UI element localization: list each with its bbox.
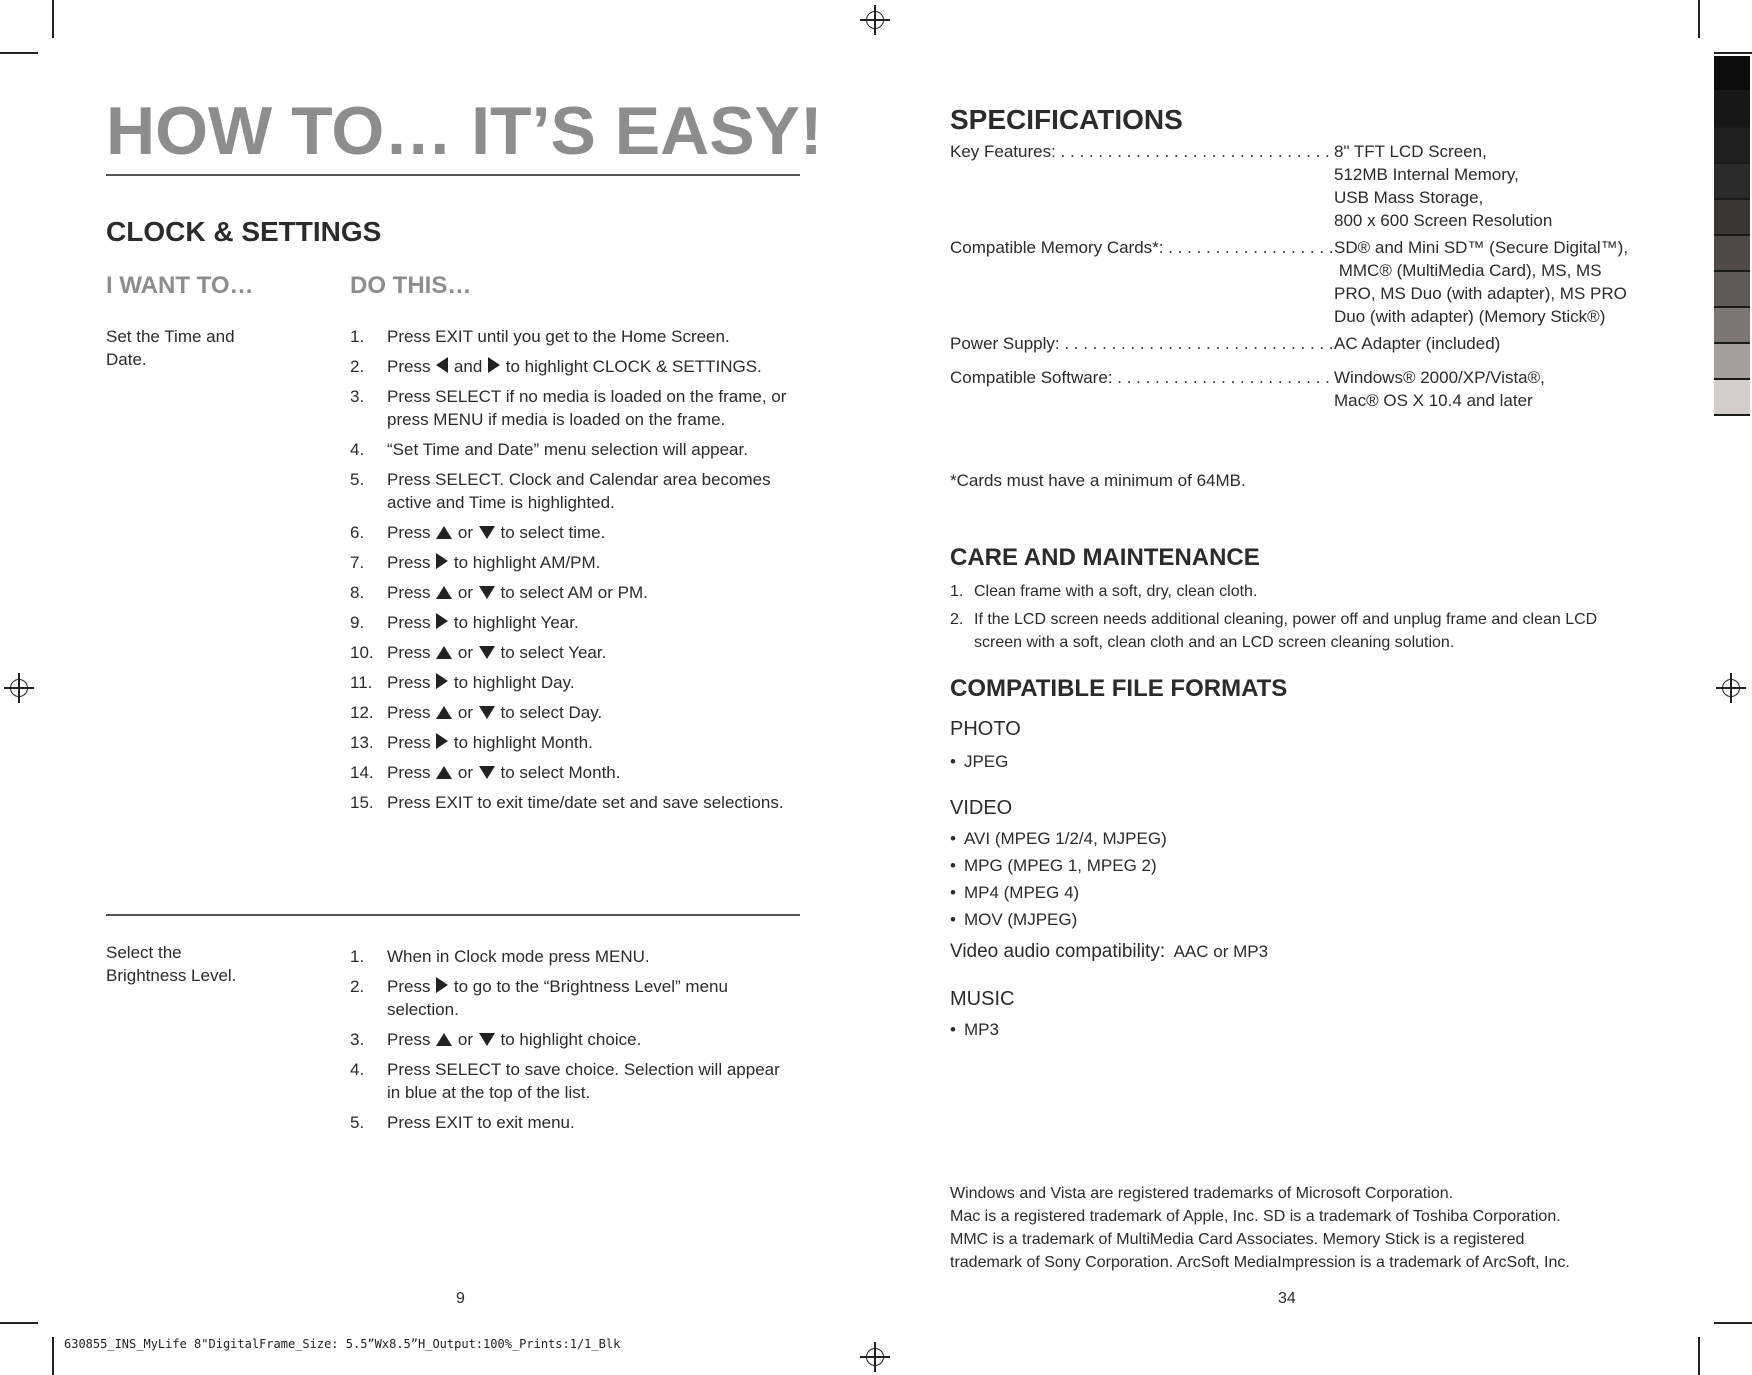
step-number: 14. [350, 763, 374, 782]
care-list [950, 580, 1600, 659]
gray-swatch [1714, 272, 1750, 308]
crop-mark [1714, 1322, 1752, 1324]
step-number: 13. [350, 733, 374, 752]
spec-value-line: PRO, MS Duo (with adapter), MS PRO [1334, 284, 1627, 303]
spec-label [950, 140, 1334, 163]
spec-value-line: SD® and Mini SD™ (Secure Digital™), [1334, 238, 1629, 257]
step-text: to highlight Day. [449, 673, 575, 692]
spec-label [950, 366, 1334, 389]
step-text: Press [387, 583, 436, 602]
step-item [350, 945, 790, 968]
step-item [350, 385, 790, 431]
step-text: or [453, 763, 478, 782]
gray-swatch [1714, 128, 1750, 164]
music-format-list [950, 1016, 999, 1043]
spec-value-line: 512MB Internal Memory, [1334, 165, 1519, 184]
format-item: • MP4 (MPEG 4) [950, 879, 1167, 906]
step-item [350, 438, 790, 461]
right-arrow-icon [436, 733, 448, 749]
registration-mark-icon [1716, 673, 1746, 703]
step-text: to go to the “Brightness Level” menu selection. [387, 977, 728, 1019]
right-arrow-icon [436, 673, 448, 689]
step-text: or [453, 1030, 478, 1049]
step-number: 8. [350, 583, 365, 602]
spec-value-line: MMC® (MultiMedia Card), MS, MS [1334, 261, 1602, 280]
step-item [350, 975, 790, 1021]
step-item [350, 641, 790, 664]
up-arrow-icon [436, 526, 452, 539]
column-header-want: I WANT TO… [106, 272, 254, 299]
page-number-left: 9 [456, 1290, 465, 1307]
care-item [950, 608, 1600, 654]
spec-value-line: AC Adapter (included) [1334, 334, 1501, 353]
step-item [350, 1028, 790, 1051]
format-item: • MP3 [950, 1016, 999, 1043]
spec-value-line: 800 x 600 Screen Resolution [1334, 211, 1553, 230]
down-arrow-icon [479, 526, 495, 539]
gray-swatch [1714, 344, 1750, 380]
video-format-list [950, 825, 1167, 933]
down-arrow-icon [479, 1033, 495, 1046]
step-number: 4. [350, 1060, 365, 1079]
step-text: or [453, 643, 478, 662]
trademark-line: trademark of Sony Corporation. ArcSoft MediaImpression is a trademark of ArcSoft, Inc. [950, 1254, 1570, 1271]
care-item [950, 580, 1600, 603]
step-number: 6. [350, 523, 365, 542]
left-arrow-icon [436, 357, 448, 373]
step-item [350, 1111, 790, 1134]
step-text: or [453, 523, 478, 542]
up-arrow-icon [436, 646, 452, 659]
step-text: Press EXIT to exit menu. [387, 1113, 575, 1132]
step-text: to highlight Year. [449, 613, 579, 632]
video-audio-label: Video audio compatibility: [950, 941, 1166, 962]
step-text: “Set Time and Date” menu selection will appear. [387, 440, 748, 459]
step-text: and [449, 357, 487, 376]
crop-mark [1714, 52, 1752, 54]
up-arrow-icon [436, 586, 452, 599]
spec-label-text: Compatible Software: [950, 368, 1113, 387]
step-item [350, 611, 790, 634]
task-divider [106, 914, 800, 916]
step-item [350, 731, 790, 754]
format-item: • MPG (MPEG 1, MPEG 2) [950, 852, 1167, 879]
care-title: CARE AND MAINTENANCE [950, 544, 1260, 571]
spec-value [1334, 140, 1654, 232]
step-text: to select Month. [495, 763, 621, 782]
step-item [350, 671, 790, 694]
right-arrow-icon [488, 357, 500, 373]
specifications-title: SPECIFICATIONS [950, 104, 1183, 135]
step-text: to select AM or PM. [495, 583, 648, 602]
step-text: When in Clock mode press MENU. [387, 947, 650, 966]
step-text: or [453, 703, 478, 722]
step-text: to highlight Month. [449, 733, 593, 752]
right-arrow-icon [436, 553, 448, 569]
care-item-number: 2. [950, 611, 964, 628]
step-text: Press SELECT to save choice. Selection will appear in blue at the top of the list. [387, 1060, 780, 1102]
step-text: to select time. [495, 523, 606, 542]
crop-mark [52, 1337, 54, 1375]
step-text: Press EXIT until you get to the Home Screen. [387, 327, 730, 346]
step-text: Press [387, 763, 436, 782]
step-text: Press SELECT if no media is loaded on the frame, or press MENU if media is loaded on the frame. [387, 387, 787, 429]
step-text: to select Day. [495, 703, 603, 722]
spec-label-text: Compatible Memory Cards*: [950, 238, 1164, 257]
column-header-do: DO THIS… [350, 272, 472, 299]
step-number: 2. [350, 357, 365, 376]
step-item [350, 701, 790, 724]
down-arrow-icon [479, 646, 495, 659]
page-title: HOW TO… IT’S EASY! [106, 93, 823, 169]
crop-mark [1698, 1337, 1700, 1375]
task-want: Select the Brightness Level. [106, 943, 237, 985]
step-text: to highlight AM/PM. [449, 553, 601, 572]
video-audio-value: AAC or MP3 [1173, 942, 1269, 961]
step-item [350, 581, 790, 604]
step-text: Press [387, 1030, 436, 1049]
step-number: 3. [350, 387, 365, 406]
care-item-text: Clean frame with a soft, dry, clean cloth. [974, 583, 1258, 600]
spec-label-text: Power Supply: [950, 334, 1060, 353]
registration-mark-icon [860, 5, 890, 35]
task-want: Set the Time and Date. [106, 327, 235, 369]
step-number: 5. [350, 470, 365, 489]
trademark-notice [950, 1182, 1650, 1274]
up-arrow-icon [436, 766, 452, 779]
crop-mark [0, 1322, 38, 1324]
step-text: Press [387, 523, 436, 542]
step-item [350, 551, 790, 574]
registration-mark-icon [4, 673, 34, 703]
step-text: to select Year. [495, 643, 607, 662]
step-item [350, 791, 790, 814]
up-arrow-icon [436, 1033, 452, 1046]
print-slug-line: 630855_INS_MyLife 8"DigitalFrame_Size: 5.5”Wx8.5”H_Output:100%_Prints:1/1_Blk [64, 1337, 621, 1351]
step-number: 15. [350, 793, 374, 812]
step-item [350, 1058, 790, 1104]
photo-label: PHOTO [950, 718, 1021, 740]
step-item [350, 761, 790, 784]
section-title: CLOCK & SETTINGS [106, 216, 382, 247]
title-divider [106, 174, 800, 176]
step-number: 9. [350, 613, 365, 632]
spec-value [1334, 332, 1654, 355]
step-number: 2. [350, 977, 365, 996]
down-arrow-icon [479, 586, 495, 599]
step-text: Press [387, 673, 436, 692]
spec-value-line: 8" TFT LCD Screen, [1334, 142, 1487, 161]
format-item: • AVI (MPEG 1/2/4, MJPEG) [950, 825, 1167, 852]
formats-title: COMPATIBLE FILE FORMATS [950, 675, 1288, 702]
step-text: Press [387, 643, 436, 662]
gray-swatch [1714, 200, 1750, 236]
step-text: Press [387, 703, 436, 722]
step-item [350, 325, 790, 348]
step-number: 5. [350, 1113, 365, 1132]
spec-value [1334, 366, 1654, 412]
crop-mark [1698, 0, 1700, 38]
video-label: VIDEO [950, 797, 1013, 819]
trademark-line: Mac is a registered trademark of Apple, Inc. SD is a trademark of Toshiba Corporation. [950, 1208, 1561, 1225]
step-text: to highlight choice. [495, 1030, 642, 1049]
registration-mark-icon [860, 1342, 890, 1372]
step-number: 4. [350, 440, 365, 459]
step-number: 3. [350, 1030, 365, 1049]
step-number: 1. [350, 327, 365, 346]
photo-format-list [950, 748, 1008, 775]
crop-mark [0, 52, 38, 54]
step-list [350, 945, 790, 1141]
spec-label [950, 332, 1334, 355]
crop-mark [52, 0, 54, 38]
right-arrow-icon [436, 977, 448, 993]
step-list [350, 325, 790, 821]
step-text: Press [387, 977, 436, 996]
music-label: MUSIC [950, 988, 1015, 1010]
gray-swatch [1714, 92, 1750, 128]
spec-value-line: Duo (with adapter) (Memory Stick®) [1334, 307, 1606, 326]
spec-label-text: Key Features: [950, 142, 1056, 161]
cards-note: *Cards must have a minimum of 64MB. [950, 471, 1246, 490]
format-item: • JPEG [950, 748, 1008, 775]
up-arrow-icon [436, 706, 452, 719]
step-number: 1. [350, 947, 365, 966]
step-text: Press [387, 613, 436, 632]
right-arrow-icon [436, 613, 448, 629]
step-text: Press EXIT to exit time/date set and save selections. [387, 793, 784, 812]
step-number: 11. [350, 673, 373, 692]
video-audio-compatibility [950, 941, 1268, 963]
step-item [350, 355, 790, 378]
care-item-number: 1. [950, 583, 964, 600]
gray-swatch [1714, 164, 1750, 200]
step-number: 10. [350, 643, 374, 662]
trademark-line: MMC is a trademark of MultiMedia Card Associates. Memory Stick is a registered [950, 1231, 1525, 1248]
gray-swatch [1714, 380, 1750, 416]
gray-swatch [1714, 308, 1750, 344]
gray-swatch [1714, 56, 1750, 92]
step-text: Press [387, 733, 436, 752]
step-number: 12. [350, 703, 374, 722]
care-item-text: If the LCD screen needs additional cleaning, power off and unplug frame and clean LCD screen with a soft, clean cloth and an LCD screen cleaning solution. [974, 611, 1598, 651]
step-text: Press SELECT. Clock and Calendar area becomes active and Time is highlighted. [387, 470, 771, 512]
step-number: 7. [350, 553, 365, 572]
step-text: to highlight CLOCK & SETTINGS. [501, 357, 762, 376]
spec-value-line: USB Mass Storage, [1334, 188, 1484, 207]
gray-swatch [1714, 236, 1750, 272]
step-item [350, 468, 790, 514]
spec-label [950, 236, 1334, 259]
spec-value [1334, 236, 1654, 328]
down-arrow-icon [479, 706, 495, 719]
spec-value-line: Windows® 2000/XP/Vista®, [1334, 368, 1545, 387]
trademark-line: Windows and Vista are registered trademarks of Microsoft Corporation. [950, 1185, 1454, 1202]
down-arrow-icon [479, 766, 495, 779]
spec-value-line: Mac® OS X 10.4 and later [1334, 391, 1533, 410]
step-text: Press [387, 357, 436, 376]
page-number-right: 34 [1278, 1290, 1296, 1307]
step-text: or [453, 583, 478, 602]
step-item [350, 521, 790, 544]
step-text: Press [387, 553, 436, 572]
format-item: • MOV (MJPEG) [950, 906, 1167, 933]
